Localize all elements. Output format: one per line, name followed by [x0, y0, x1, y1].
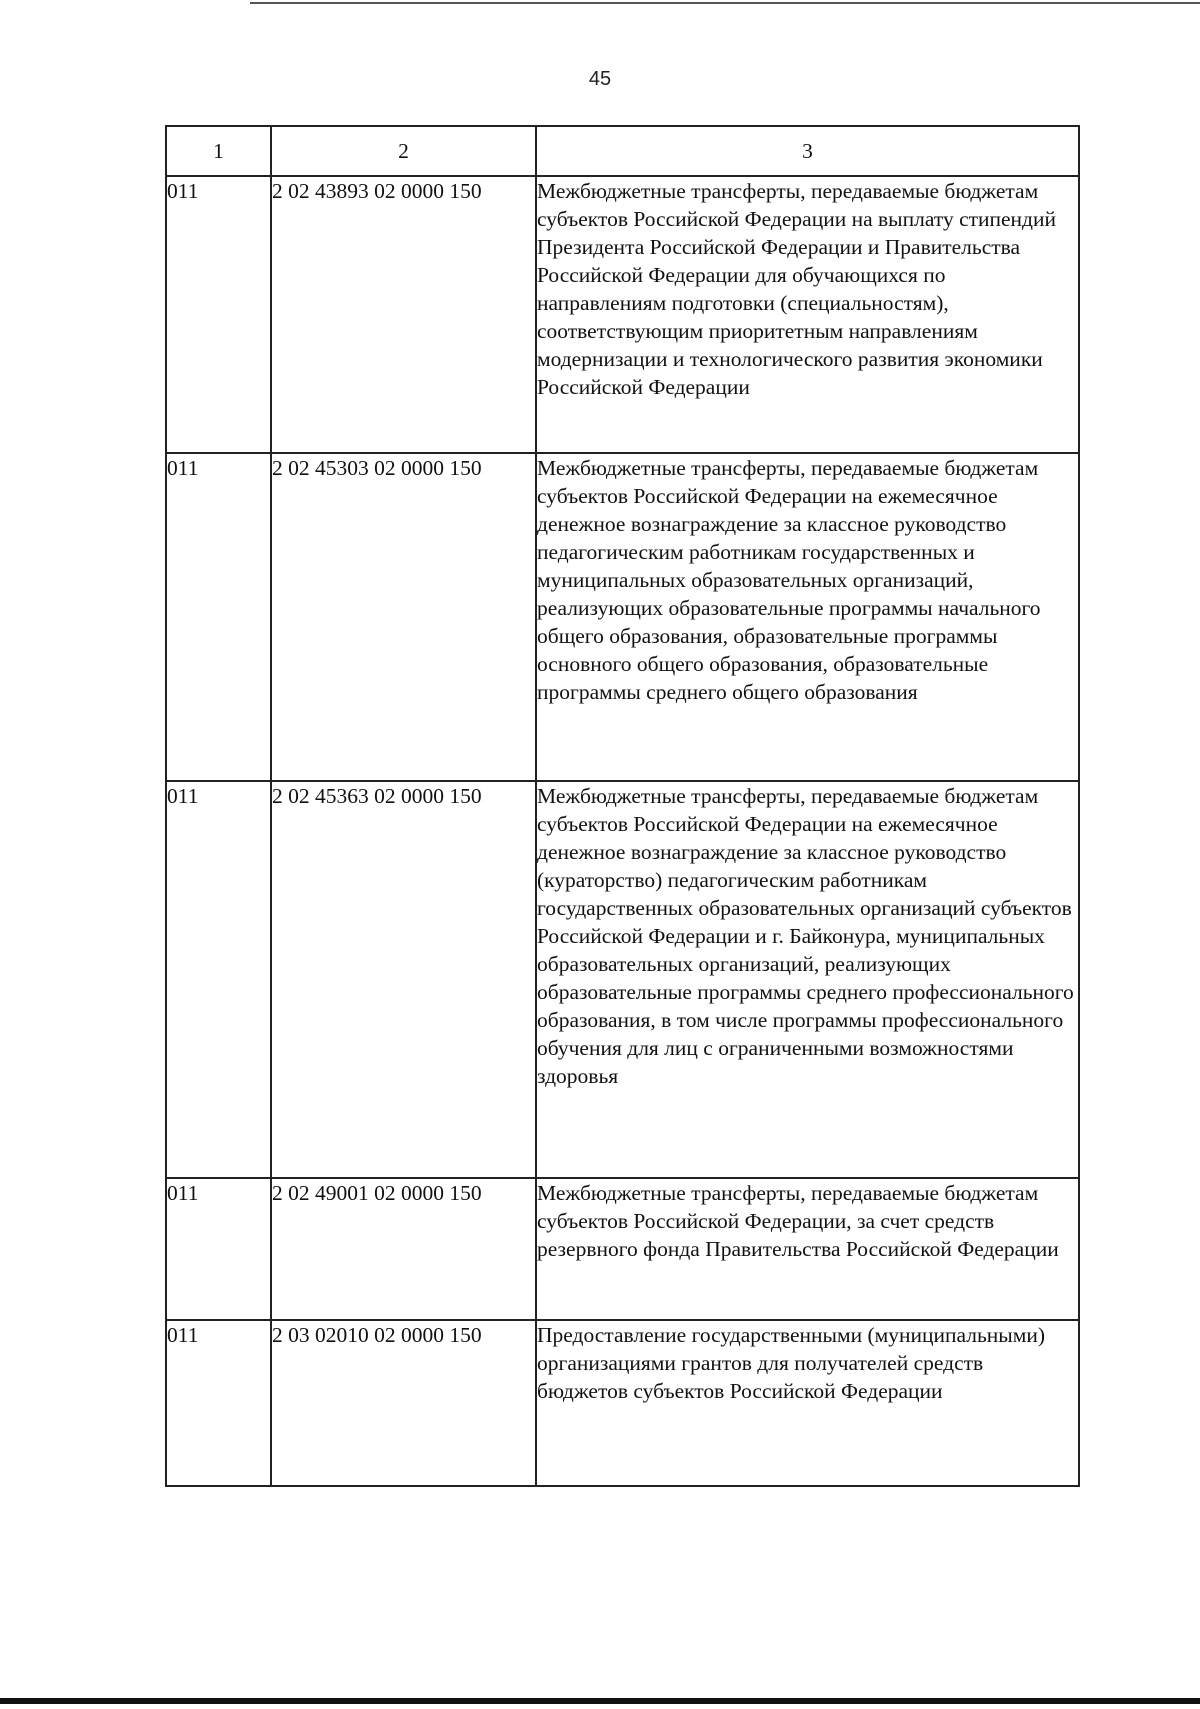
table-row [166, 176, 1079, 453]
admin-code-cell: 011 [166, 453, 271, 781]
table-row [166, 1320, 1079, 1486]
page-number: 45 [588, 68, 612, 90]
admin-code-cell: 011 [166, 1320, 271, 1486]
admin-code-cell: 011 [166, 1178, 271, 1320]
budget-code-cell: 2 03 02010 02 0000 150 [271, 1320, 536, 1486]
description-cell: Межбюджетные трансферты, передаваемые бюджетам субъектов Российской Федерации на выплату стипендий Президента Российской Федерации и Правительства Российской Федерации для обучающихся по направлениям подготовки (специальностям), соответствующим приоритетным направлениям модернизации и технологического развития экономики Российской Федерации [536, 176, 1079, 453]
table-row [166, 1178, 1079, 1320]
budget-code-cell: 2 02 45363 02 0000 150 [271, 781, 536, 1178]
budget-code-cell: 2 02 43893 02 0000 150 [271, 176, 536, 453]
bottom-scan-rule [0, 1698, 1200, 1704]
column-header-2: 2 [271, 126, 536, 176]
description-cell: Предоставление государственными (муниципальными) организациями грантов для получателей средств бюджетов субъектов Российской Федерации [536, 1320, 1079, 1486]
table-header-row [166, 126, 1079, 176]
description-cell: Межбюджетные трансферты, передаваемые бюджетам субъектов Российской Федерации на ежемесячное денежное вознаграждение за классное руководство педагогическим работникам государственных и муниципальных образовательных организаций, реализующих образовательные программы начального общего образования, образовательные программы основного общего образования, образовательные программы среднего общего образования [536, 453, 1079, 781]
description-cell: Межбюджетные трансферты, передаваемые бюджетам субъектов Российской Федерации, за счет средств резервного фонда Правительства Российской Федерации [536, 1178, 1079, 1320]
table-row [166, 453, 1079, 781]
budget-code-cell: 2 02 49001 02 0000 150 [271, 1178, 536, 1320]
admin-code-cell: 011 [166, 781, 271, 1178]
table-row [166, 781, 1079, 1178]
admin-code-cell: 011 [166, 176, 271, 453]
column-header-1: 1 [166, 126, 271, 176]
budget-codes-table [165, 125, 1080, 1487]
description-cell: Межбюджетные трансферты, передаваемые бюджетам субъектов Российской Федерации на ежемесячное денежное вознаграждение за классное руководство (кураторство) педагогическим работникам государственных образовательных организаций субъектов Российской Федерации и г. Байконура, муниципальных образовательных организаций, реализующих образовательные программы среднего профессионального образования, в том числе программы профессионального обучения для лиц с ограниченными возможностями здоровья [536, 781, 1079, 1178]
column-header-3: 3 [536, 126, 1079, 176]
top-scan-rule [250, 2, 1200, 4]
budget-code-cell: 2 02 45303 02 0000 150 [271, 453, 536, 781]
